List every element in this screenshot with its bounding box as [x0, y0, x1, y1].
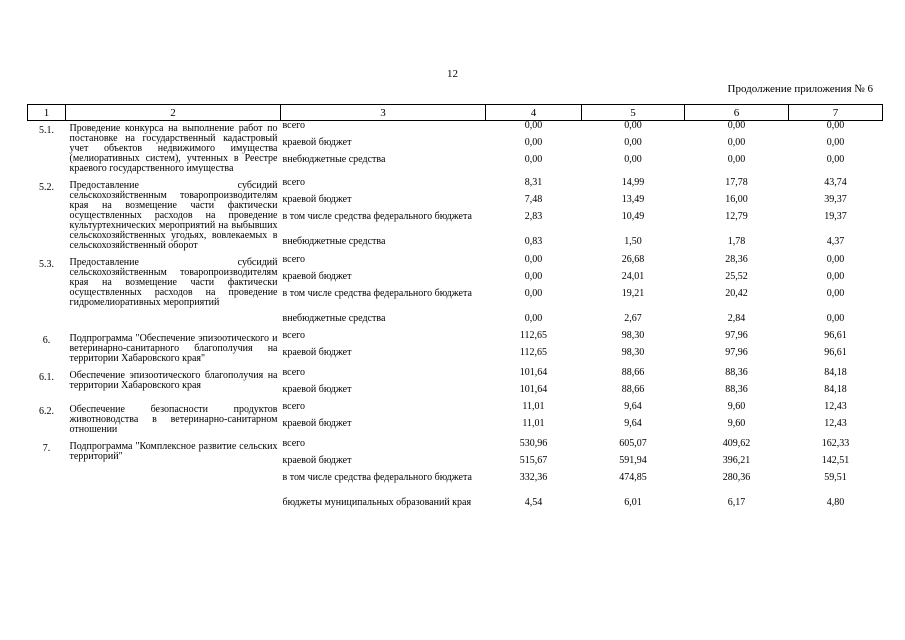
amount-value: 0,00: [524, 271, 543, 282]
funding-source: краевой бюджет: [282, 194, 352, 205]
value-cell-col6: [685, 368, 789, 402]
amount-value: 0,00: [826, 254, 845, 265]
funding-source: внебюджетные средства: [282, 236, 386, 247]
amount-value: 88,66: [621, 367, 645, 378]
funding-source: краевой бюджет: [282, 455, 352, 466]
value-cell-col7: [789, 439, 883, 523]
funding-source: в том числе средства федерального бюджета: [282, 211, 472, 222]
value-cell-col7: [789, 402, 883, 439]
funding-source: краевой бюджет: [282, 384, 352, 395]
header-cell: 6: [685, 105, 789, 121]
amount-value: 12,79: [725, 211, 748, 222]
value-cell-col6: [685, 331, 789, 368]
table-row: [28, 178, 883, 255]
amount-value: 9,60: [727, 401, 746, 412]
value-cell-col5: [582, 368, 685, 402]
value-cell-col7: [789, 331, 883, 368]
amount-value: 84,18: [824, 367, 847, 378]
amount-value: 97,96: [725, 347, 748, 358]
value-cell-col6: [685, 255, 789, 331]
amount-value: 1,78: [727, 236, 746, 247]
activity-name: Подпрограмма "Комплексное развитие сельских территорий": [69, 441, 278, 462]
amount-value: 0,00: [624, 137, 642, 148]
amount-value: 605,07: [619, 438, 647, 449]
funding-source: всего: [282, 177, 306, 188]
row-number: 6.2.: [39, 406, 54, 417]
amount-value: 25,52: [725, 271, 748, 282]
funding-sources-cell: [281, 255, 486, 331]
amount-value: 24,01: [621, 271, 645, 282]
amount-value: 28,36: [725, 254, 748, 265]
amount-value: 4,80: [826, 497, 845, 508]
value-cell-col4: [486, 402, 582, 439]
amount-value: 0,00: [524, 313, 543, 324]
amount-value: 112,65: [519, 347, 548, 358]
amount-value: 515,67: [519, 455, 548, 466]
amount-value: 1,50: [624, 236, 642, 247]
amount-value: 0,00: [524, 254, 543, 265]
funding-source: краевой бюджет: [282, 347, 352, 358]
page-number: 12: [447, 68, 458, 80]
amount-value: 332,36: [519, 472, 548, 483]
amount-value: 474,85: [619, 472, 647, 483]
table-body: [28, 121, 883, 524]
amount-value: 0,00: [524, 154, 543, 165]
amount-value: 98,30: [621, 330, 645, 341]
amount-value: 396,21: [722, 455, 751, 466]
funding-sources-cell: [281, 402, 486, 439]
amount-value: 13,49: [621, 194, 645, 205]
value-cell-col5: [582, 255, 685, 331]
value-cell-col5: [582, 121, 685, 179]
funding-source: внебюджетные средства: [282, 313, 386, 324]
amount-value: 112,65: [519, 330, 548, 341]
table-header-row: [28, 105, 883, 121]
value-cell-col7: [789, 121, 883, 179]
amount-value: 12,43: [824, 418, 847, 429]
activity-name: Обеспечение эпизоотического благополучия на территории Хабаровского края: [69, 370, 278, 391]
amount-value: 280,36: [722, 472, 751, 483]
funding-source: краевой бюджет: [282, 418, 352, 429]
value-cell-col6: [685, 439, 789, 523]
funding-source: всего: [282, 401, 306, 412]
amount-value: 0,00: [826, 271, 845, 282]
amount-value: 0,00: [826, 137, 845, 148]
funding-source: всего: [282, 438, 306, 449]
header-cell: 4: [486, 105, 582, 121]
value-cell-col4: [486, 439, 582, 523]
header-cell: 1: [28, 105, 66, 121]
value-cell-col5: [582, 331, 685, 368]
appendix-table-container: [27, 104, 882, 523]
row-number: 6.1.: [39, 372, 54, 383]
amount-value: 0,00: [524, 137, 543, 148]
value-cell-col4: [486, 255, 582, 331]
amount-value: 9,64: [624, 418, 642, 429]
header-cell: 3: [281, 105, 486, 121]
amount-value: 0,00: [826, 120, 845, 131]
funding-source: внебюджетные средства: [282, 154, 386, 165]
amount-value: 88,66: [621, 384, 645, 395]
amount-value: 0,00: [826, 288, 845, 299]
amount-value: 39,37: [824, 194, 847, 205]
funding-source: всего: [282, 120, 306, 131]
header-cell: 7: [789, 105, 883, 121]
amount-value: 84,18: [824, 384, 847, 395]
value-cell-col5: [582, 439, 685, 523]
amount-value: 98,30: [621, 347, 645, 358]
funding-source: краевой бюджет: [282, 137, 352, 148]
amount-value: 96,61: [824, 347, 847, 358]
table-row: [28, 439, 883, 523]
row-number: 5.3.: [39, 259, 54, 270]
row-number: 5.2.: [39, 182, 54, 193]
amount-value: 96,61: [824, 330, 847, 341]
activity-name: Проведение конкурса на выполнение работ по постановке на государственный кадастровый учет объектов недвижимого имущества (мелиоративных систем), учтенных в Реестре краевого государственного имущества: [69, 123, 278, 174]
value-cell-col7: [789, 255, 883, 331]
table-row: [28, 368, 883, 402]
value-cell-col4: [486, 331, 582, 368]
amount-value: 26,68: [621, 254, 645, 265]
amount-value: 8,31: [524, 177, 543, 188]
row-number: 7.: [42, 443, 51, 454]
amount-value: 88,36: [725, 384, 748, 395]
value-cell-col5: [582, 402, 685, 439]
activity-name: Обеспечение безопасности продуктов животноводства в ветеринарно-санитарном отношении: [69, 404, 278, 435]
funding-sources-cell: [281, 331, 486, 368]
value-cell-col5: [582, 178, 685, 255]
value-cell-col6: [685, 402, 789, 439]
amount-value: 530,96: [519, 438, 548, 449]
activity-name: Предоставление субсидий сельскохозяйственным товаропроизводителям края на возмещение части фактически осуществленных расходов на проведение гидромелиоративных мероприятий: [69, 257, 278, 308]
amount-value: 162,33: [821, 438, 850, 449]
activity-name: Предоставление субсидий сельскохозяйственным товаропроизводителям края на возмещение части фактически осуществленных расходов на проведение культуртехнических мероприятий на выбывших сельскохозяйственных угодьях, вовлекаемых в сельскохозяйственный оборот: [69, 180, 278, 251]
appendix-table: [27, 104, 883, 523]
amount-value: 59,51: [824, 472, 847, 483]
amount-value: 0,00: [624, 120, 642, 131]
continuation-label: Продолжение приложения № 6: [727, 83, 873, 95]
row-number: 6.: [42, 335, 51, 346]
table-row: [28, 402, 883, 439]
amount-value: 0,00: [826, 154, 845, 165]
amount-value: 14,99: [621, 177, 645, 188]
amount-value: 11,01: [522, 401, 545, 412]
amount-value: 0,00: [826, 313, 845, 324]
funding-source: всего: [282, 254, 306, 265]
value-cell-col4: [486, 121, 582, 179]
value-cell-col6: [685, 178, 789, 255]
amount-value: 2,83: [524, 211, 543, 222]
amount-value: 101,64: [519, 367, 548, 378]
funding-sources-cell: [281, 121, 486, 179]
amount-value: 6,17: [727, 497, 746, 508]
activity-name: Подпрограмма "Обеспечение эпизоотического и ветеринарно-санитарного благополучия на территории Хабаровского края": [69, 333, 278, 364]
amount-value: 0,00: [624, 154, 642, 165]
funding-source: краевой бюджет: [282, 271, 352, 282]
amount-value: 97,96: [725, 330, 748, 341]
amount-value: 19,21: [621, 288, 645, 299]
amount-value: 591,94: [619, 455, 647, 466]
funding-source: всего: [282, 367, 306, 378]
amount-value: 7,48: [524, 194, 543, 205]
value-cell-col4: [486, 368, 582, 402]
amount-value: 2,84: [727, 313, 746, 324]
amount-value: 9,60: [727, 418, 746, 429]
funding-sources-cell: [281, 368, 486, 402]
header-cell: 2: [66, 105, 281, 121]
amount-value: 10,49: [621, 211, 645, 222]
amount-value: 6,01: [624, 497, 642, 508]
amount-value: 0,83: [524, 236, 543, 247]
value-cell-col7: [789, 178, 883, 255]
amount-value: 43,74: [824, 177, 847, 188]
amount-value: 2,67: [624, 313, 642, 324]
amount-value: 4,37: [826, 236, 845, 247]
amount-value: 101,64: [519, 384, 548, 395]
table-row: [28, 255, 883, 331]
value-cell-col7: [789, 368, 883, 402]
header-cell: 5: [582, 105, 685, 121]
funding-sources-cell: [281, 439, 486, 523]
amount-value: 20,42: [725, 288, 748, 299]
amount-value: 0,00: [524, 288, 543, 299]
table-row: [28, 121, 883, 179]
amount-value: 9,64: [624, 401, 642, 412]
amount-value: 19,37: [824, 211, 847, 222]
table-row: [28, 331, 883, 368]
amount-value: 17,78: [725, 177, 748, 188]
row-number: 5.1.: [39, 125, 54, 136]
amount-value: 88,36: [725, 367, 748, 378]
amount-value: 0,00: [727, 120, 746, 131]
amount-value: 16,00: [725, 194, 748, 205]
funding-source: бюджеты муниципальных образований края: [282, 497, 472, 508]
amount-value: 12,43: [824, 401, 847, 412]
funding-sources-cell: [281, 178, 486, 255]
amount-value: 0,00: [727, 137, 746, 148]
amount-value: 142,51: [821, 455, 850, 466]
amount-value: 0,00: [727, 154, 746, 165]
funding-source: в том числе средства федерального бюджета: [282, 288, 472, 299]
amount-value: 4,54: [524, 497, 543, 508]
amount-value: 409,62: [722, 438, 751, 449]
amount-value: 11,01: [522, 418, 545, 429]
funding-source: всего: [282, 330, 306, 341]
amount-value: 0,00: [524, 120, 543, 131]
funding-source: в том числе средства федерального бюджета: [282, 472, 472, 483]
value-cell-col4: [486, 178, 582, 255]
value-cell-col6: [685, 121, 789, 179]
